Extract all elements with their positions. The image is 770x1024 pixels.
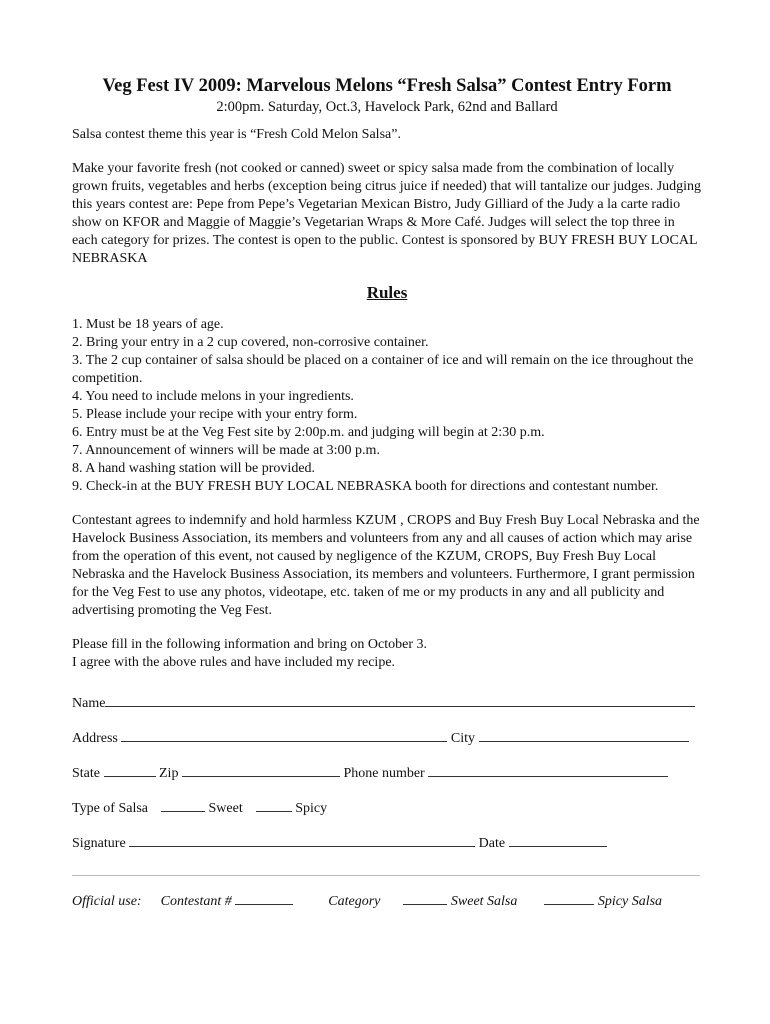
address-row xyxy=(72,727,702,762)
intro-paragraph: Make your favorite fresh (not cooked or canned) sweet or spicy salsa made from the combination of locally grown fruits, vegetables and herbs (exception being citrus juice if needed) that will tantalize our judges. Judging this years contest are: Pepe from Pepe’s Vegetarian Mexican Bistro, Judy Gilliard of the Judy a la carte radio show on KFOR and Maggie of Maggie’s Vegetarian Wraps & More Café. Judges will select the top three in each category for prizes. The contest is open to the public. Contest is sponsored by BUY FRESH BUY LOCAL NEBRASKA xyxy=(72,161,702,266)
spicy-field[interactable] xyxy=(256,797,292,812)
name-label: Name xyxy=(72,696,106,711)
date-label: Date xyxy=(478,836,506,851)
entry-form-page xyxy=(72,74,702,911)
category-label: Category xyxy=(328,894,381,909)
spicy-salsa-label: Spicy Salsa xyxy=(597,894,663,909)
rule-item: 9. Check-in at the BUY FRESH BUY LOCAL NEBRASKA booth for directions and contestant number. xyxy=(72,479,659,494)
phone-field[interactable] xyxy=(428,762,668,777)
rule-item: 7. Announcement of winners will be made at 3:00 p.m. xyxy=(72,443,380,458)
city-field[interactable] xyxy=(479,727,689,742)
state-zip-phone-row xyxy=(72,762,702,797)
contestant-number-field[interactable] xyxy=(235,890,293,905)
event-details: 2:00pm. Saturday, Oct.3, Havelock Park, 62nd and Ballard xyxy=(216,99,558,115)
zip-label: Zip xyxy=(159,766,179,781)
address-label: Address xyxy=(72,731,118,746)
zip-field[interactable] xyxy=(182,762,340,777)
state-field[interactable] xyxy=(104,762,156,777)
state-label: State xyxy=(72,766,100,781)
salsa-type-row xyxy=(72,797,702,832)
rule-item: 2. Bring your entry in a 2 cup covered, non-corrosive container. xyxy=(72,335,429,350)
signature-label: Signature xyxy=(72,836,126,851)
entry-fields xyxy=(72,692,702,867)
address-field[interactable] xyxy=(121,727,447,742)
form-title: Veg Fest IV 2009: Marvelous Melons “Fresh Salsa” Contest Entry Form xyxy=(102,76,672,96)
sweet-salsa-field[interactable] xyxy=(403,890,447,905)
rule-item: 6. Entry must be at the Veg Fest site by 2:00p.m. and judging will begin at 2:30 p.m. xyxy=(72,425,545,440)
name-row xyxy=(72,692,702,727)
contestant-number-label: Contestant # xyxy=(160,894,232,909)
sweet-salsa-label: Sweet Salsa xyxy=(450,894,518,909)
rule-item: 5. Please include your recipe with your entry form. xyxy=(72,407,358,422)
date-field[interactable] xyxy=(509,832,607,847)
indemnity-paragraph: Contestant agrees to indemnify and hold harmless KZUM , CROPS and Buy Fresh Buy Local Nebraska and the Havelock Business Association, its members and volunteers from any and all causes of action which may arise from the operation of this event, not caused by negligence of the KZUM, CROPS, Buy Fresh Buy Local Nebraska and the Havelock Business Association, its members and volunteers. Furthermore, I grant permission for the Veg Fest to use any photos, videotape, etc. taken of me or my products in any and all publicity and advertising promoting the Veg Fest. xyxy=(72,513,700,618)
rule-item: 4. You need to include melons in your ingredients. xyxy=(72,389,354,404)
rule-item: 3. The 2 cup container of salsa should be placed on a container of ice and will remain on the ice throughout the competition. xyxy=(72,353,694,386)
instructions-line-2: I agree with the above rules and have included my recipe. xyxy=(72,655,396,670)
spicy-salsa-field[interactable] xyxy=(544,890,594,905)
sweet-label: Sweet xyxy=(208,801,243,816)
signature-row xyxy=(72,832,702,867)
official-use-label: Official use: xyxy=(72,894,142,909)
rule-item: 1. Must be 18 years of age. xyxy=(72,317,224,332)
phone-label: Phone number xyxy=(343,766,425,781)
official-use-row xyxy=(72,890,702,911)
rules-list xyxy=(72,316,702,496)
rules-heading: Rules xyxy=(366,283,408,302)
sweet-field[interactable] xyxy=(161,797,205,812)
contest-theme: Salsa contest theme this year is “Fresh Cold Melon Salsa”. xyxy=(72,127,401,142)
city-label: City xyxy=(450,731,476,746)
name-field[interactable] xyxy=(105,692,695,707)
rule-item: 8. A hand washing station will be provided. xyxy=(72,461,316,476)
official-use-divider xyxy=(72,875,700,876)
instructions-line-1: Please fill in the following information and bring on October 3. xyxy=(72,637,427,652)
signature-field[interactable] xyxy=(129,832,475,847)
salsa-type-label: Type of Salsa xyxy=(72,801,149,816)
spicy-label: Spicy xyxy=(295,801,328,816)
